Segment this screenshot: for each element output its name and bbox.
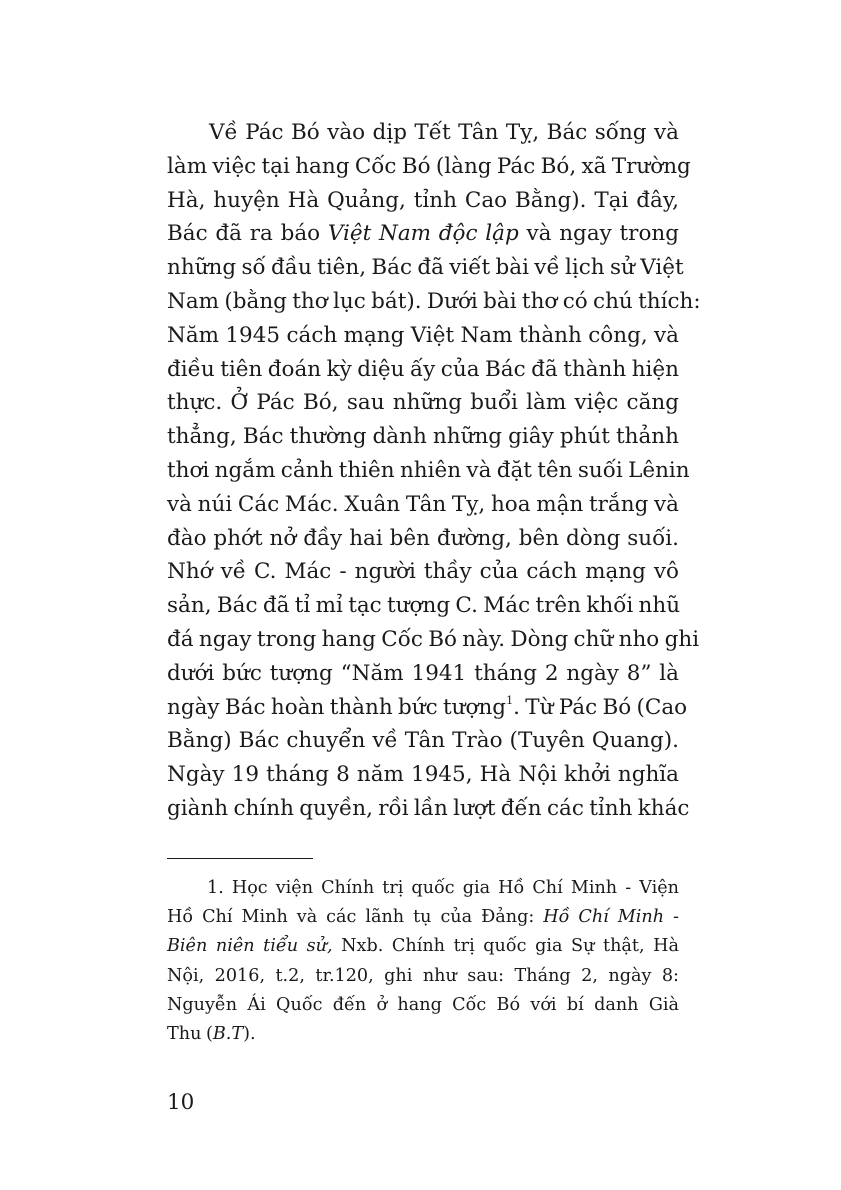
book-title: Biên niên tiểu sử,	[167, 936, 333, 957]
text-segment: Bằng) Bác chuyển về Tân Trào (Tuyên Quang).	[167, 728, 679, 754]
text-segment: sản, Bác đã tỉ mỉ tạc tượng C. Mác trên khối nhũ	[167, 593, 681, 619]
body-line	[167, 792, 690, 826]
text-segment: Nam (bằng thơ lục bát). Dưới bài thơ có chú thích:	[167, 288, 701, 314]
text-segment: Ngày 19 tháng 8 năm 1945, Hà Nội khởi nghĩa	[167, 762, 679, 788]
body-line	[167, 522, 679, 556]
body-line	[167, 217, 679, 251]
text-segment: Nguyễn Ái Quốc đến ở hang Cốc Bó với bí danh Già	[167, 994, 679, 1015]
book-title: Hồ Chí Minh -	[543, 907, 679, 928]
footnote-reference[interactable]: 1	[506, 693, 514, 707]
text-segment: . Từ Pác Bó (Cao	[513, 694, 688, 720]
text-segment: điều tiên đoán kỳ diệu ấy của Bác đã thành hiện	[167, 356, 679, 382]
footnote-divider	[167, 858, 313, 859]
text-segment: làm việc tại hang Cốc Bó (làng Pác Bó, xã Trường	[167, 153, 691, 179]
body-line	[167, 184, 679, 218]
footnote-line	[167, 962, 679, 991]
footnote-line	[167, 1020, 679, 1049]
text-segment: ngày Bác hoàn thành bức tượng	[167, 694, 507, 720]
text-segment: Bác đã ra báo	[167, 221, 328, 247]
text-segment: và núi Các Mác. Xuân Tân Tỵ, hoa mận trắng và	[167, 491, 679, 517]
page-number: 10	[167, 1090, 195, 1115]
footnote-line	[167, 874, 679, 903]
text-segment: đào phớt nở đầy hai bên đường, bên dòng suối.	[167, 525, 679, 551]
footnotes	[167, 874, 679, 1049]
text-segment: thơi ngắm cảnh thiên nhiên và đặt tên suối Lênin	[167, 457, 690, 483]
body-line	[167, 488, 679, 522]
body-line	[167, 150, 691, 184]
body-line	[167, 691, 688, 725]
footnote-line	[167, 991, 679, 1020]
body-line	[167, 116, 679, 150]
body-line	[167, 251, 684, 285]
text-segment: Thu (	[167, 1023, 213, 1044]
text-segment: Nxb. Chính trị quốc gia Sự thật, Hà	[332, 936, 679, 957]
body-line	[167, 386, 679, 420]
body-line	[167, 454, 690, 488]
text-segment: Năm 1945 cách mạng Việt Nam thành công, và	[167, 322, 679, 348]
text-segment: đá ngay trong hang Cốc Bó này. Dòng chữ nho ghi	[167, 626, 700, 652]
text-segment: Về Pác Bó vào dịp Tết Tân Tỵ, Bác sống và	[209, 120, 679, 145]
editor-note: B.T	[212, 1023, 244, 1044]
body-line	[167, 758, 679, 792]
text-segment: và ngay trong	[518, 221, 680, 247]
newspaper-title: Việt Nam độc lập	[327, 221, 519, 247]
footnote-line	[167, 903, 679, 932]
text-segment: ).	[243, 1023, 256, 1044]
body-line	[167, 589, 679, 623]
body-line	[167, 657, 679, 691]
body-line	[167, 353, 679, 387]
text-segment: dưới bức tượng “Năm 1941 tháng 2 ngày 8” là	[167, 660, 679, 686]
text-segment: thực. Ở Pác Bó, sau những buổi làm việc căng	[167, 390, 679, 416]
body-line	[167, 724, 679, 758]
footnote-line	[167, 932, 679, 961]
body-line	[167, 319, 679, 353]
body-text	[167, 116, 701, 826]
text-segment: những số đầu tiên, Bác đã viết bài về lịch sử Việt	[167, 255, 684, 281]
body-line	[167, 623, 700, 657]
body-line	[167, 420, 679, 454]
text-segment: 1. Học viện Chính trị quốc gia Hồ Chí Minh - Viện	[207, 878, 679, 898]
text-segment: thẳng, Bác thường dành những giây phút thảnh	[167, 424, 679, 450]
body-line	[167, 285, 701, 319]
text-segment: Nhớ về C. Mác - người thầy của cách mạng vô	[167, 559, 679, 585]
body-line	[167, 555, 679, 589]
text-segment: giành chính quyền, rồi lần lượt đến các tỉnh khác	[167, 795, 690, 821]
text-segment: Nội, 2016, t.2, tr.120, ghi như sau: Tháng 2, ngày 8:	[167, 965, 679, 986]
text-segment: Hồ Chí Minh và các lãnh tụ của Đảng:	[167, 907, 544, 928]
text-segment: Hà, huyện Hà Quảng, tỉnh Cao Bằng). Tại đây,	[167, 187, 679, 213]
